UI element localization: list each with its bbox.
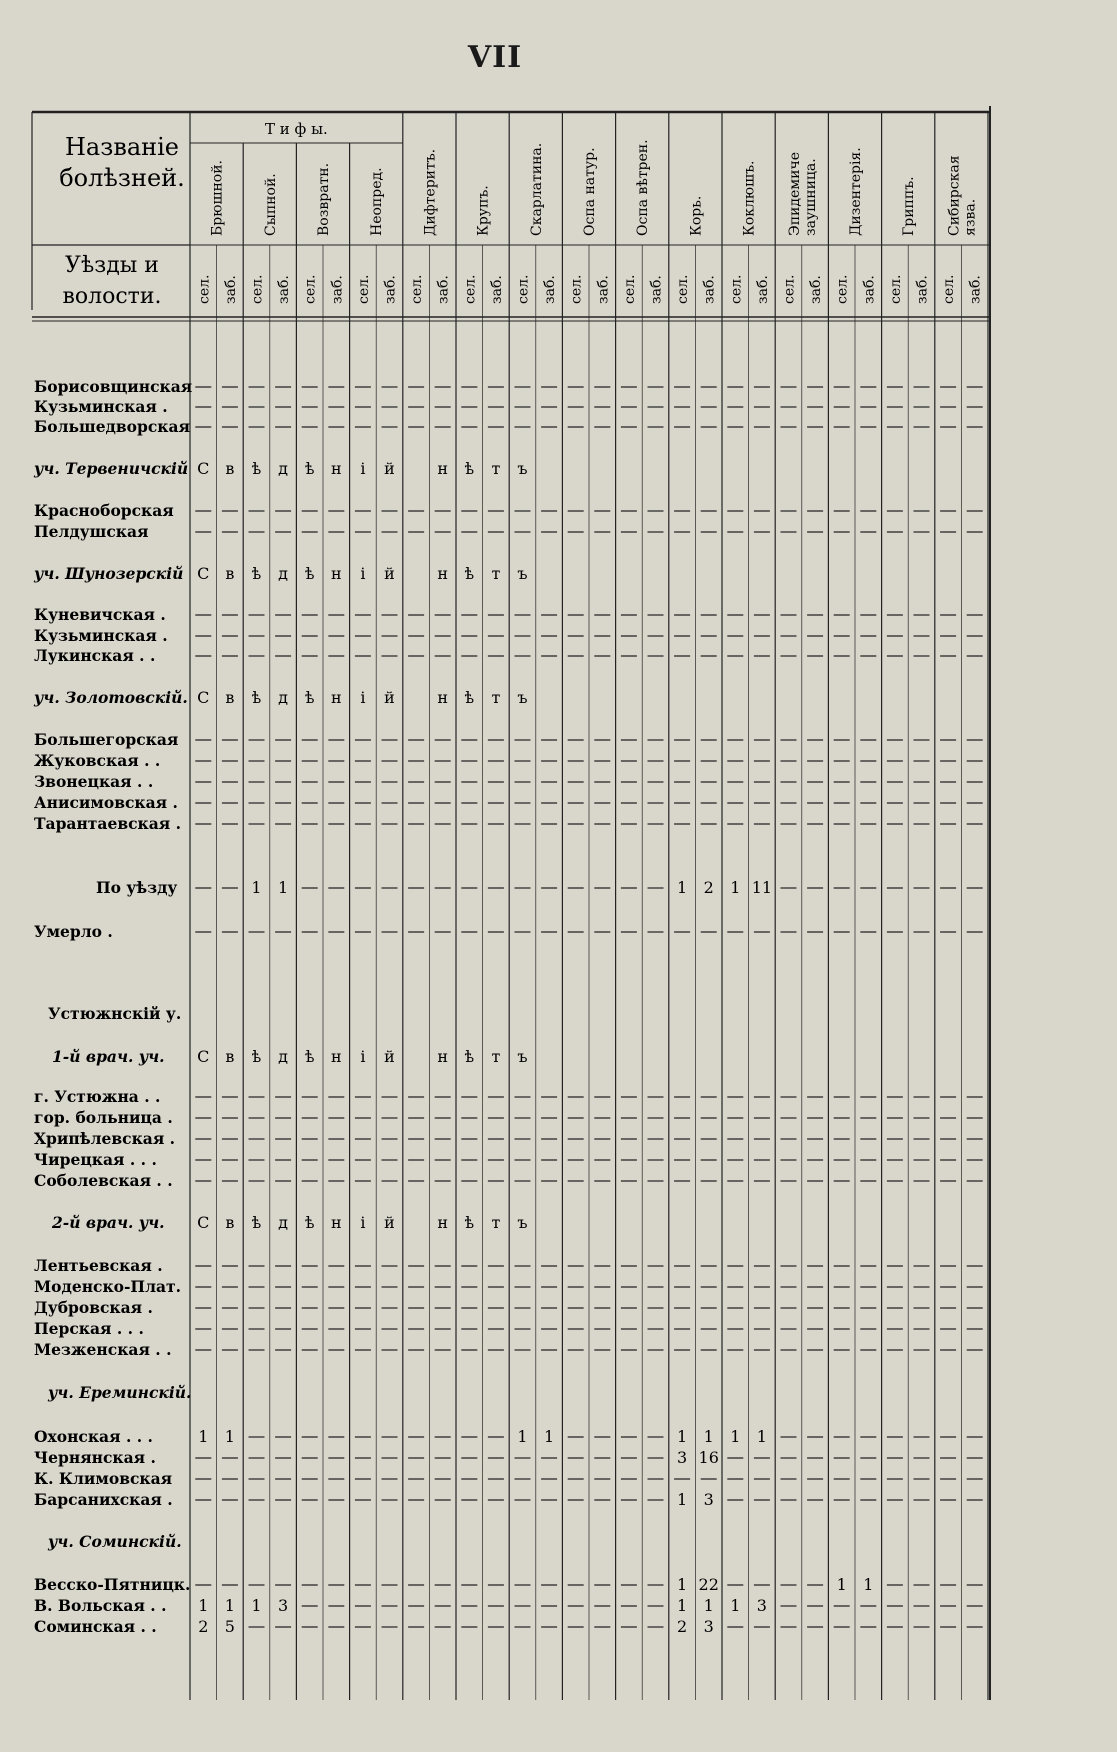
row-note-letter: в: [225, 1213, 235, 1232]
row-note-letter: н: [437, 564, 449, 583]
district-title-line1: Уѣзды и: [65, 253, 159, 278]
row-note-letter: н: [330, 1047, 342, 1066]
subcolumn-header: заб.: [701, 275, 718, 304]
table-cell: 1: [677, 1596, 688, 1615]
table-cell: 1: [517, 1427, 528, 1446]
row-label: Куневичская .: [34, 605, 166, 624]
column-header: заушница.: [802, 158, 819, 236]
row-note-letter: ѣ: [304, 1213, 315, 1232]
district-title-line2: волости.: [62, 284, 162, 309]
row-note-letter: ъ: [517, 459, 528, 478]
row-label: уч. Тервеничскій: [34, 459, 189, 478]
row-note-letter: ъ: [517, 564, 528, 583]
row-note-letter: ѣ: [464, 1047, 475, 1066]
subcolumn-header: сел.: [568, 274, 585, 304]
subcolumn-header: заб.: [648, 275, 665, 304]
column-header: Неопред.: [369, 167, 386, 236]
row-note-letter: д: [278, 1047, 289, 1066]
table-cell: 1: [544, 1427, 555, 1446]
row-label: К. Климовская: [34, 1469, 173, 1488]
row-note-letter: т: [491, 1047, 501, 1066]
row-label: Моденско-Плат.: [34, 1277, 182, 1296]
table-cell: 2: [703, 878, 714, 897]
table-cell: 1: [703, 1596, 714, 1615]
row-note-letter: ѣ: [251, 1047, 262, 1066]
row-note-letter: ѣ: [251, 688, 262, 707]
row-note-letter: С: [197, 1047, 210, 1066]
row-note-letter: й: [384, 459, 395, 478]
row-note-letter: н: [437, 688, 449, 707]
subcolumn-header: сел.: [249, 274, 266, 304]
column-header: Корь.: [688, 195, 705, 236]
row-label: Умерло .: [34, 922, 113, 941]
column-header: Эпидемиче: [786, 151, 803, 236]
disease-title-line2: болѣзней.: [59, 164, 185, 192]
subcolumn-header: заб.: [914, 275, 931, 304]
table-cell: 1: [730, 878, 741, 897]
table-cell: 1: [677, 878, 688, 897]
row-label: Соболевская . .: [34, 1171, 173, 1190]
table-cell: 1: [251, 1596, 262, 1615]
typhus-group-label: Т и ф ы.: [265, 120, 328, 138]
row-note-letter: С: [197, 564, 210, 583]
row-note-letter: н: [437, 1213, 449, 1232]
table-cell: 3: [703, 1617, 714, 1636]
row-note-letter: ѣ: [304, 688, 315, 707]
row-note-letter: н: [330, 459, 342, 478]
row-note-letter: ъ: [517, 1213, 528, 1232]
row-label: Пелдушская: [34, 522, 149, 541]
subcolumn-header: заб.: [329, 275, 346, 304]
row-label: уч. Ереминскій.: [48, 1383, 192, 1402]
table-cell: 2: [677, 1617, 688, 1636]
subcolumn-header: заб.: [382, 275, 399, 304]
row-label: Охонская . . .: [34, 1427, 153, 1446]
row-label: Барсанихская .: [34, 1490, 173, 1509]
row-label: Хрипѣлевская .: [34, 1129, 176, 1148]
row-note-letter: т: [491, 688, 501, 707]
row-note-letter: т: [491, 459, 501, 478]
row-label: Борисовщинская: [34, 377, 193, 396]
row-note-letter: ѣ: [304, 1047, 315, 1066]
row-note-letter: в: [225, 459, 235, 478]
row-label: гор. больница .: [34, 1108, 173, 1127]
row-note-letter: д: [278, 1213, 289, 1232]
row-note-letter: ѣ: [304, 459, 315, 478]
row-note-letter: ъ: [517, 688, 528, 707]
row-note-letter: ѣ: [464, 459, 475, 478]
table-cell: 1: [756, 1427, 767, 1446]
column-header: Дизентерія.: [848, 147, 864, 236]
row-label: Большегорская: [34, 730, 179, 749]
column-header: Оспа натур.: [582, 147, 598, 236]
row-label: Лентьевская .: [34, 1256, 163, 1275]
row-note-letter: ѣ: [464, 1213, 475, 1232]
subcolumn-header: сел.: [355, 274, 372, 304]
page-number: VII: [467, 40, 523, 75]
row-note-letter: С: [197, 1213, 210, 1232]
table-cell: 1: [730, 1427, 741, 1446]
row-label: уч. Золотовскій.: [34, 688, 188, 707]
column-header: Дифтеритъ.: [422, 148, 439, 236]
row-label: Мезженская . .: [34, 1340, 172, 1359]
table-cell: 1: [863, 1575, 874, 1594]
subcolumn-header: сел.: [728, 274, 745, 304]
row-note-letter: ъ: [517, 1047, 528, 1066]
row-label: уч. Соминскій.: [48, 1532, 182, 1551]
row-note-letter: ѣ: [251, 459, 262, 478]
table-cell: 5: [224, 1617, 235, 1636]
subcolumn-header: сел.: [196, 274, 213, 304]
subcolumn-header: сел.: [621, 274, 638, 304]
table-cell: 1: [730, 1596, 741, 1615]
subcolumn-header: заб.: [435, 275, 452, 304]
column-header: Сыпной.: [262, 173, 279, 236]
column-header: Брюшной.: [209, 160, 226, 236]
table-cell: 1: [677, 1490, 688, 1509]
row-label: Звонецкая . .: [34, 772, 154, 791]
row-label: Анисимовская .: [34, 793, 178, 812]
row-note-letter: н: [437, 1047, 449, 1066]
row-label: Дубровская .: [34, 1298, 153, 1317]
row-note-letter: ѣ: [464, 688, 475, 707]
row-note-letter: ѣ: [251, 1213, 262, 1232]
column-header: Крупъ.: [475, 185, 492, 236]
table-cell: 1: [836, 1575, 847, 1594]
row-note-letter: в: [225, 688, 235, 707]
row-note-letter: в: [225, 564, 235, 583]
row-note-letter: т: [491, 1213, 501, 1232]
table-cell: 3: [703, 1490, 714, 1509]
subcolumn-header: сел.: [302, 274, 319, 304]
row-label: По уѣзду: [96, 878, 178, 897]
row-note-letter: і: [360, 564, 366, 583]
subcolumn-header: заб.: [967, 275, 984, 304]
table-cell: 11: [751, 878, 773, 897]
subcolumn-header: сел.: [941, 274, 958, 304]
subcolumn-header: сел.: [515, 274, 532, 304]
row-note-letter: й: [384, 688, 395, 707]
table-cell: 1: [224, 1427, 235, 1446]
subcolumn-header: сел.: [781, 274, 798, 304]
subcolumn-header: заб.: [754, 275, 771, 304]
row-label: Тарантаевская .: [34, 814, 182, 833]
row-note-letter: н: [437, 459, 449, 478]
row-label: Лукинская . .: [34, 646, 156, 665]
row-note-letter: і: [360, 459, 366, 478]
row-note-letter: н: [330, 564, 342, 583]
row-label: Соминская . .: [34, 1617, 157, 1636]
row-label: Чирецкая . . .: [34, 1150, 157, 1169]
row-label: Кузьминская .: [34, 397, 168, 416]
subcolumn-header: заб.: [808, 275, 825, 304]
subcolumn-header: заб.: [542, 275, 559, 304]
subcolumn-header: сел.: [409, 274, 426, 304]
table-cell: 1: [198, 1427, 209, 1446]
subcolumn-header: сел.: [675, 274, 692, 304]
column-header: Сибирская: [946, 155, 963, 236]
subcolumn-header: заб.: [595, 275, 612, 304]
column-header: язва.: [962, 198, 979, 236]
row-note-letter: С: [197, 688, 210, 707]
row-note-letter: т: [491, 564, 501, 583]
row-note-letter: і: [360, 1213, 366, 1232]
row-label: уч. Шунозерскій: [34, 564, 184, 583]
row-note-letter: ѣ: [251, 564, 262, 583]
table-cell: 16: [698, 1448, 719, 1467]
row-label: г. Устюжна . .: [34, 1087, 161, 1106]
table-cell: 1: [677, 1575, 688, 1594]
table-cell: 1: [278, 878, 289, 897]
column-header: Скарлатина.: [528, 142, 545, 236]
column-header: Коклюшъ.: [741, 160, 758, 236]
row-note-letter: й: [384, 1047, 395, 1066]
subcolumn-header: заб.: [222, 275, 239, 304]
row-note-letter: С: [197, 459, 210, 478]
table-cell: 3: [756, 1596, 767, 1615]
row-note-letter: і: [360, 688, 366, 707]
subcolumn-header: сел.: [834, 274, 851, 304]
row-note-letter: н: [330, 688, 342, 707]
table-cell: 3: [677, 1448, 688, 1467]
row-note-letter: ѣ: [304, 564, 315, 583]
row-label: Чернянская .: [34, 1448, 156, 1467]
table-cell: 2: [198, 1617, 209, 1636]
subcolumn-header: сел.: [887, 274, 904, 304]
column-header: Возвратн.: [316, 162, 332, 236]
row-note-letter: д: [278, 459, 289, 478]
row-label: 2-й врач. уч.: [52, 1213, 165, 1232]
row-label: Весско-Пятницк.: [34, 1575, 191, 1594]
subcolumn-header: заб.: [861, 275, 878, 304]
column-header: Оспа вѣтрен.: [635, 139, 652, 236]
row-label: В. Вольская . .: [34, 1596, 167, 1615]
subcolumn-header: заб.: [488, 275, 505, 304]
row-note-letter: в: [225, 1047, 235, 1066]
row-label: Красноборская: [34, 501, 174, 520]
table-cell: 3: [278, 1596, 289, 1615]
row-note-letter: д: [278, 564, 289, 583]
row-label: Перская . . .: [34, 1319, 144, 1338]
row-note-letter: д: [278, 688, 289, 707]
table-cell: 1: [251, 878, 262, 897]
subcolumn-header: сел.: [462, 274, 479, 304]
table-cell: 1: [224, 1596, 235, 1615]
row-note-letter: ѣ: [464, 564, 475, 583]
row-note-letter: й: [384, 564, 395, 583]
row-label: Большедворская: [34, 417, 190, 436]
row-label: Жуковская . .: [34, 751, 161, 770]
table-cell: 1: [703, 1427, 714, 1446]
row-note-letter: і: [360, 1047, 366, 1066]
row-label: Устюжнскій у.: [48, 1004, 182, 1023]
row-label: 1-й врач. уч.: [52, 1047, 165, 1066]
row-note-letter: н: [330, 1213, 342, 1232]
disease-title-line1: Названіе: [64, 133, 180, 161]
table-cell: 1: [198, 1596, 209, 1615]
table-cell: 1: [677, 1427, 688, 1446]
row-note-letter: й: [384, 1213, 395, 1232]
column-header: Гриппъ.: [901, 176, 918, 236]
subcolumn-header: заб.: [276, 275, 293, 304]
row-label: Кузьминская .: [34, 626, 168, 645]
table-cell: 22: [698, 1575, 719, 1594]
